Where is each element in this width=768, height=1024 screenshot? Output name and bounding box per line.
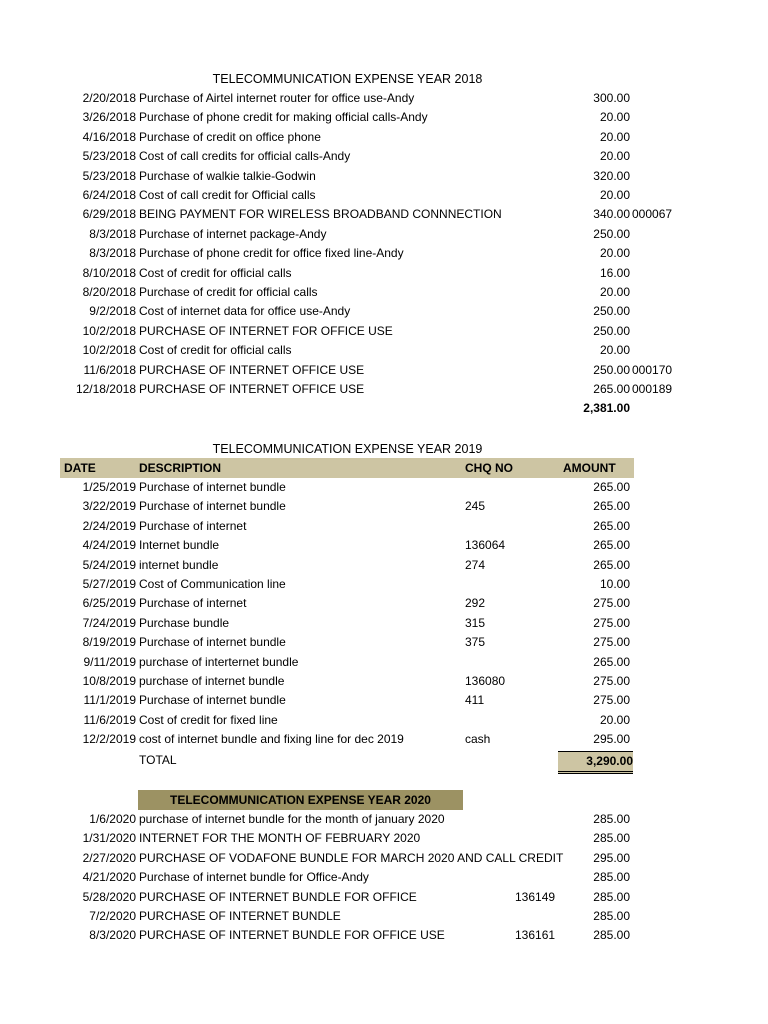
row-chq-no: 411 [465,693,485,708]
row-amount: 20.00 [599,285,630,299]
table-row [60,653,700,672]
row-description: PURCHASE OF INTERNET OFFICE USE [139,382,365,396]
row-amount: 265.00 [593,538,630,553]
row-chq-no: 245 [465,499,486,514]
row-description: Purchase of internet bundle for Office-Andy [139,870,369,885]
table-row [60,711,700,730]
row-amount: 20.00 [599,129,630,144]
row-description: Purchase of internet [139,596,247,611]
table-row [60,341,700,360]
row-description: PURCHASE OF INTERNET BUNDLE FOR OFFICE USE [139,928,445,943]
row-date: 1/31/2020 [82,831,136,846]
title-2019: TELECOMMUNICATION EXPENSE YEAR 2019 [212,442,483,456]
row-date: 4/21/2020 [82,870,136,885]
row-description: Purchase of Airtel internet router for office use-Andy [139,91,415,105]
table-row [60,926,700,945]
row-date: 11/6/2018 [83,362,136,377]
row-amount: 265.00 [593,557,630,572]
row-amount: 250.00 [593,362,630,377]
row-date: 8/20/2018 [82,285,136,299]
row-amount: 285.00 [593,909,630,923]
table-row [60,147,700,166]
total-2018: 2,381.00 [583,401,630,415]
row-amount: 10.00 [599,577,630,591]
row-date: 8/3/2018 [89,246,136,261]
row-description: Internet bundle [139,538,220,553]
table-row [60,672,700,691]
row-description: purchase of internet bundle [139,674,285,688]
header-date: DATE [64,461,96,475]
row-date: 5/23/2018 [82,149,136,164]
row-description: Purchase of phone credit for making official calls-Andy [139,110,428,125]
row-description: PURCHASE OF VODAFONE BUNDLE FOR MARCH 2020 AND CALL CREDIT [139,850,564,865]
table-row [60,849,700,868]
row-amount: 20.00 [599,343,630,358]
row-date: 2/20/2018 [82,91,136,105]
row-reference: 000170 [632,362,673,377]
row-date: 8/10/2018 [82,265,136,280]
row-date: 1/25/2019 [82,480,136,494]
row-description: INTERNET FOR THE MONTH OF FEBRUARY 2020 [139,831,421,846]
row-date: 12/2/2019 [82,732,136,747]
row-amount: 20.00 [599,149,630,164]
table-row [60,868,700,887]
row-date: 12/18/2018 [75,382,136,396]
table-row [60,283,700,302]
row-amount: 265.00 [593,382,630,396]
row-date: 5/24/2019 [82,557,136,572]
row-amount: 20.00 [599,246,630,261]
header-row-2019 [60,458,634,478]
header-description: DESCRIPTION [139,461,222,475]
table-row [60,594,700,613]
row-description: BEING PAYMENT FOR WIRELESS BROADBAND CONNNECTION [139,207,502,222]
row-amount: 20.00 [599,110,630,125]
row-date: 5/28/2020 [82,889,136,904]
row-amount: 285.00 [593,928,630,943]
row-amount: 16.00 [599,265,630,280]
row-description: purchase of internet bundle for the month of january 2020 [139,812,445,826]
table-row [60,89,700,108]
row-description: PURCHASE OF INTERNET BUNDLE FOR OFFICE [139,889,417,904]
row-amount: 295.00 [593,732,630,747]
row-date: 10/2/2018 [82,323,136,338]
row-description: Purchase of internet bundle [139,499,286,514]
row-amount: 20.00 [599,188,630,202]
row-description: Cost of credit for official calls [139,343,292,358]
row-date: 4/16/2018 [82,129,136,144]
row-date: 6/25/2019 [82,596,136,611]
row-amount: 275.00 [593,693,630,708]
table-row [60,907,700,926]
row-description: Purchase bundle [139,615,230,630]
row-chq-no: 136080 [465,674,506,688]
row-amount: 265.00 [593,654,630,669]
row-date: 10/8/2019 [82,674,136,688]
row-chq-no: 136161 [515,928,556,943]
row-amount: 340.00 [593,207,630,222]
table-row [60,614,700,633]
table-row [60,810,700,829]
row-date: 3/26/2018 [82,110,136,125]
row-description: Purchase of walkie talkie-Godwin [139,168,316,183]
table-row [60,888,700,907]
row-amount: 320.00 [593,168,630,183]
row-description: internet bundle [139,557,219,572]
row-description: Purchase of phone credit for office fixed line-Andy [139,246,404,261]
total-label-2019: TOTAL [139,753,177,767]
table-row [60,128,700,147]
row-amount: 285.00 [593,831,630,846]
table-row [60,322,700,341]
table-row [60,517,700,536]
row-description: Cost of credit for fixed line [139,712,278,727]
row-description: Cost of credit for official calls [139,265,292,280]
row-amount: 275.00 [593,596,630,611]
table-row [60,536,700,555]
table-row [60,264,700,283]
title-2020: TELECOMMUNICATION EXPENSE YEAR 2020 [138,790,463,810]
row-date: 5/27/2019 [82,577,136,591]
row-date: 7/2/2020 [89,909,136,923]
table-row [60,205,700,224]
row-amount: 300.00 [593,91,630,105]
row-amount: 285.00 [593,812,630,826]
row-chq-no: 315 [465,615,486,630]
total-row-2018 [60,399,700,418]
row-chq-no: 136149 [515,889,556,904]
row-amount: 295.00 [593,850,630,865]
table-row [60,361,700,380]
row-date: 8/3/2018 [89,226,136,241]
table-row [60,478,700,497]
row-amount: 285.00 [593,889,630,904]
row-amount: 265.00 [593,518,630,533]
row-date: 4/24/2019 [82,538,136,553]
row-chq-no: 136064 [465,538,506,553]
table-row [60,225,700,244]
row-chq-no: 274 [465,557,486,572]
row-amount: 275.00 [593,674,630,688]
row-chq-no: cash [465,732,491,747]
row-date: 8/19/2019 [82,635,136,650]
table-row [60,829,700,848]
row-description: cost of internet bundle and fixing line for dec 2019 [139,732,404,747]
table-row [60,244,700,263]
row-date: 2/27/2020 [82,850,136,865]
row-amount: 250.00 [593,304,630,319]
table-row [60,575,700,594]
row-description: PURCHASE OF INTERNET BUNDLE [139,909,341,923]
table-row [60,302,700,321]
row-date: 6/29/2018 [82,207,136,222]
row-amount: 250.00 [593,226,630,241]
row-date: 11/1/2019 [83,693,136,708]
row-date: 1/6/2020 [89,812,136,826]
row-description: Purchase of internet bundle [139,480,286,494]
table-row [60,633,700,652]
row-amount: 265.00 [593,499,630,514]
row-date: 9/11/2019 [83,654,136,669]
row-date: 3/22/2019 [82,499,136,514]
table-row [60,108,700,127]
row-description: Purchase of internet package-Andy [139,226,327,241]
row-date: 5/23/2018 [82,168,136,183]
row-description: Cost of call credits for official calls-Andy [139,149,351,164]
row-description: Cost of call credit for Official calls [139,188,316,202]
row-description: purchase of interternet bundle [139,654,299,669]
header-amount: AMOUNT [563,461,616,475]
row-date: 7/24/2019 [82,615,136,630]
header-chq-no: CHQ NO [465,461,513,475]
total-2019: 3,290.00 [558,751,633,774]
row-amount: 275.00 [593,635,630,650]
row-chq-no: 375 [465,635,486,650]
row-reference: 000067 [632,207,673,222]
row-description: Cost of internet data for office use-Andy [139,304,351,319]
row-date: 8/3/2020 [89,928,136,943]
table-row [60,691,700,710]
table-row [60,167,700,186]
row-description: Purchase of credit on office phone [139,129,321,144]
table-row [60,556,700,575]
row-description: PURCHASE OF INTERNET FOR OFFICE USE [139,323,393,338]
row-description: Purchase of credit for official calls [139,285,318,299]
row-description: Purchase of internet [139,518,247,533]
table-row [60,380,700,399]
row-date: 10/2/2018 [82,343,136,358]
row-date: 2/24/2019 [82,518,136,533]
table-row [60,497,700,516]
row-date: 9/2/2018 [89,304,136,319]
row-date: 11/6/2019 [83,712,136,727]
row-description: Purchase of internet bundle [139,635,286,650]
row-amount: 250.00 [593,323,630,338]
row-date: 6/24/2018 [82,188,136,202]
row-amount: 285.00 [593,870,630,885]
row-amount: 20.00 [599,712,630,727]
title-2018: TELECOMMUNICATION EXPENSE YEAR 2018 [212,72,483,86]
table-row [60,186,700,205]
row-chq-no: 292 [465,596,486,611]
table-row [60,730,700,749]
row-amount: 275.00 [593,615,630,630]
row-description: Cost of Communication line [139,577,286,591]
row-description: PURCHASE OF INTERNET OFFICE USE [139,362,365,377]
row-description: Purchase of internet bundle [139,693,286,708]
row-reference: 000189 [632,382,673,396]
row-amount: 265.00 [593,480,630,494]
